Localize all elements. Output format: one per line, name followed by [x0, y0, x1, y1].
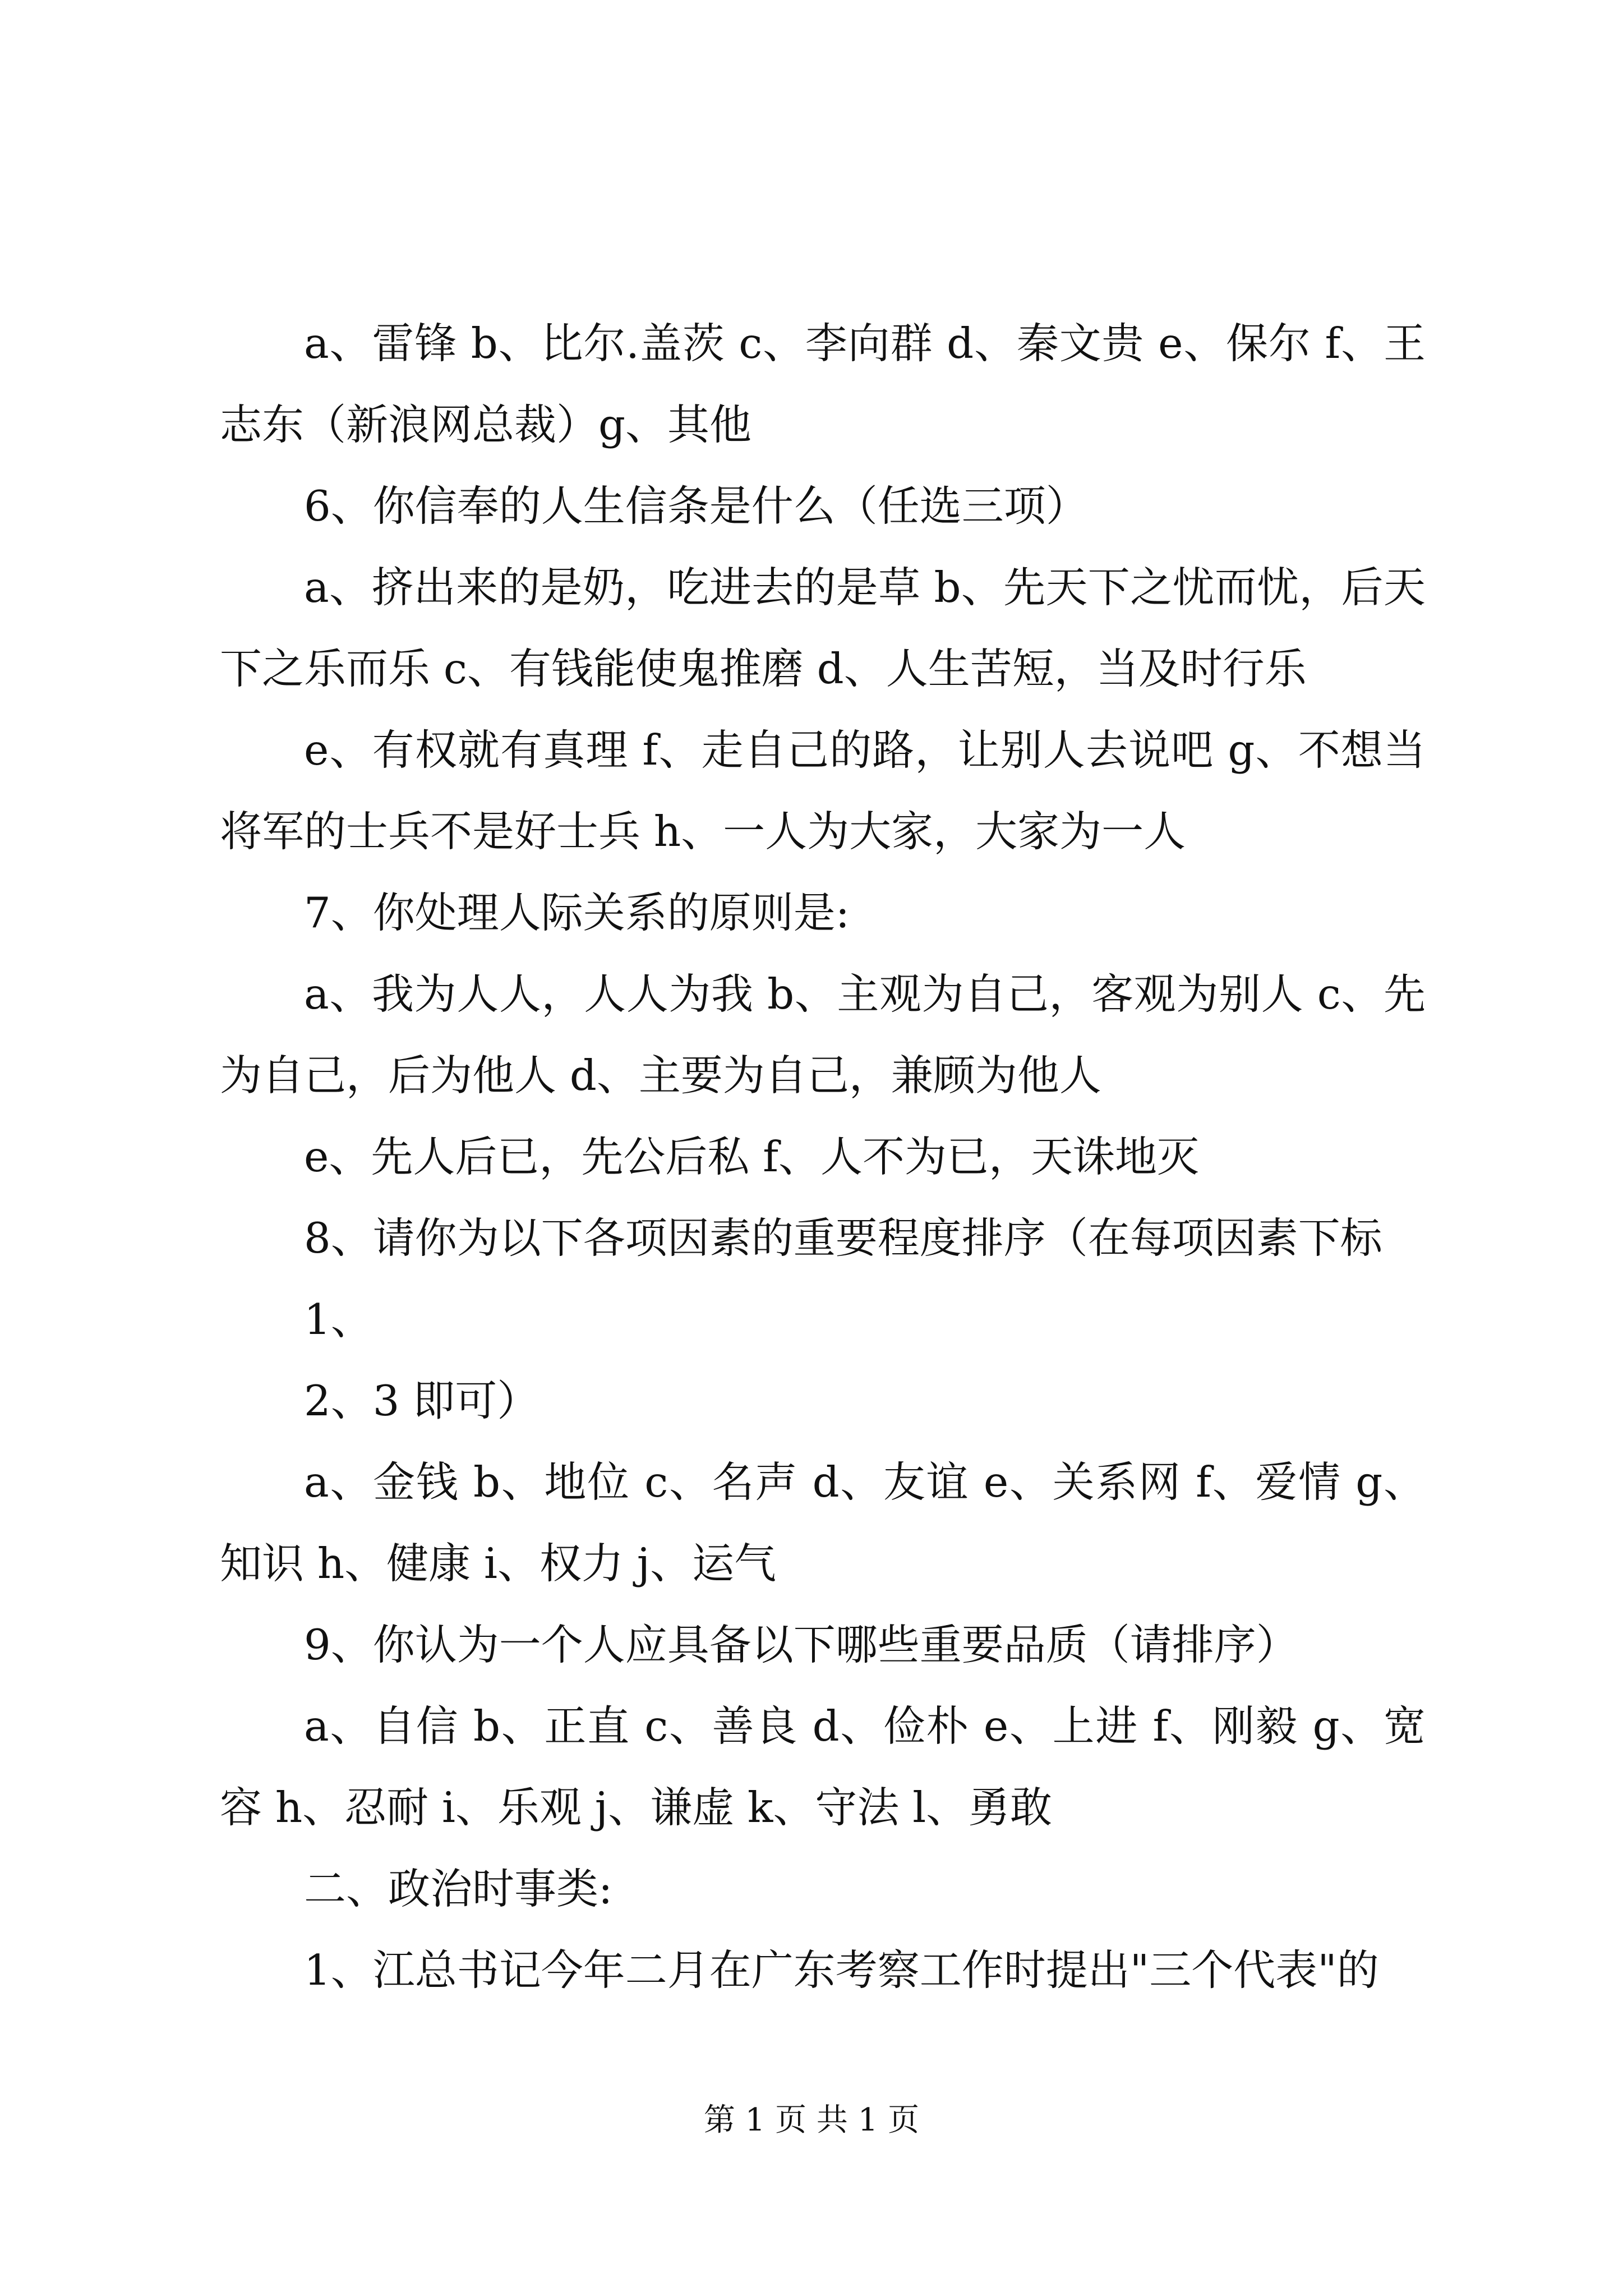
paragraph-question-7-options-e-f: e、先人后已，先公后私 f、人不为已，天诛地灭: [304, 1132, 1199, 1181]
paragraph-question-9: 9、你认为一个人应具备以下哪些重要品质（请排序）: [304, 1620, 1298, 1669]
paragraph-question-6-options-e-h: e、有权就有真理 f、走自己的路，让别人去说吧 g、不想当将军的士兵不是好士兵 h、一人为大家，大家为一人: [220, 725, 1426, 856]
paragraph-politics-question-1: 1、江总书记今年二月在广东考察工作时提出"三个代表"的: [304, 1945, 1379, 1995]
paragraph-role-models-options: a、雷锋 b、比尔.盖茨 c、李向群 d、秦文贵 e、保尔 f、王志东（新浪网总裁）g、其他: [220, 319, 1426, 449]
document-body: [220, 303, 1426, 2011]
section-heading-politics: 二、政治时事类:: [304, 1864, 613, 1913]
paragraph-question-7: 7、你处理人际关系的原则是:: [304, 888, 850, 937]
page-footer: 第 1 页 共 1 页: [703, 2102, 920, 2138]
paragraph-question-8-rank-1: 1、: [304, 1295, 373, 1344]
paragraph-question-7-options-a-d: a、我为人人，人人为我 b、主观为自己，客观为别人 c、先为自己，后为他人 d、主要为自己，兼顾为他人: [220, 969, 1426, 1100]
paragraph-question-9-options: a、自信 b、正直 c、善良 d、俭朴 e、上进 f、刚毅 g、宽容 h、忍耐 i、乐观 j、谦虚 k、守法 l、勇敢: [220, 1701, 1426, 1832]
paragraph-question-8: 8、请你为以下各项因素的重要程度排序（在每项因素下标: [304, 1213, 1382, 1263]
paragraph-question-6-options-a-d: a、挤出来的是奶，吃进去的是草 b、先天下之忧而忧，后天下之乐而乐 c、有钱能使鬼推磨 d、人生苦短，当及时行乐: [220, 563, 1426, 693]
paragraph-question-6: 6、你信奉的人生信条是什么（任选三项）: [304, 481, 1088, 531]
paragraph-question-8-rank-2-3: 2、3 即可）: [304, 1376, 540, 1425]
paragraph-question-8-options: a、金钱 b、地位 c、名声 d、友谊 e、关系网 f、爱情 g、知识 h、健康 i、权力 j、运气: [220, 1457, 1426, 1588]
